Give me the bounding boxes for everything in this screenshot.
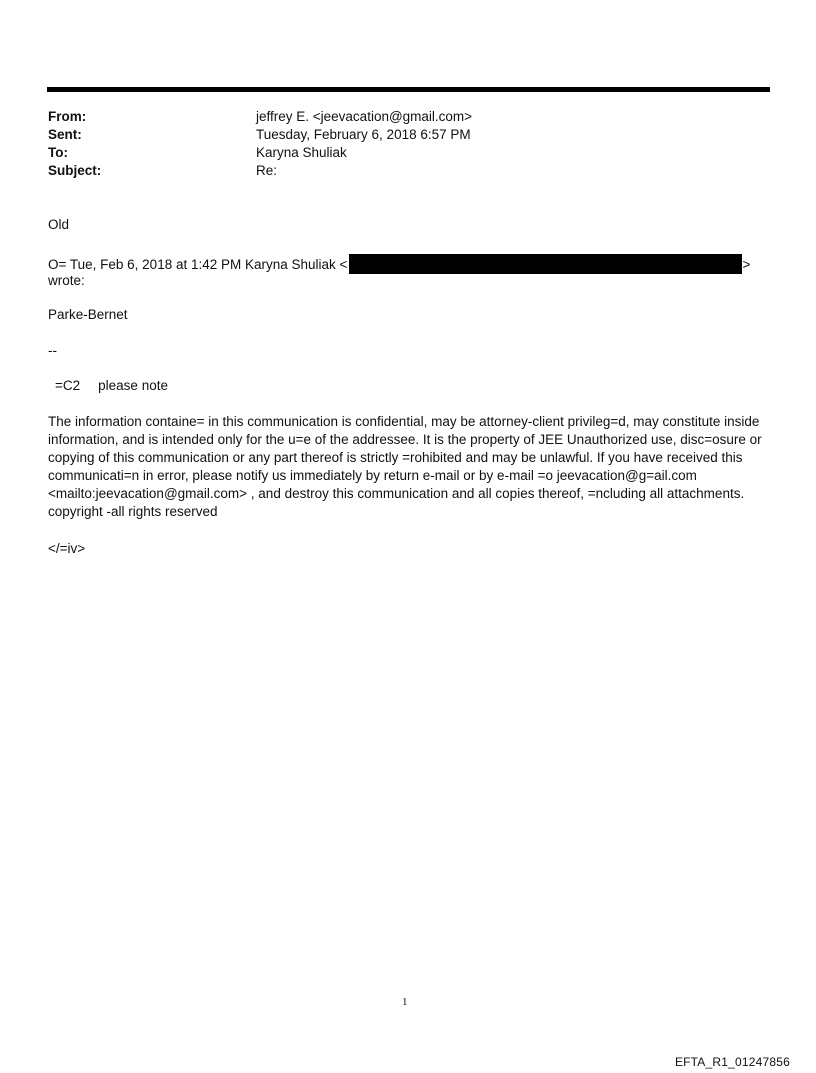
disclaimer-text: The information containe= in this communication is confidential, may be attorney-client privileg=d, may constitute inside information, and is intended only for the u=e of the addressee. It is the property of JEE Unauthorized use, disc=osure or copying of this communication or any part thereof is strictly =rohibited and may be unlawful. If you have received this communicati=n in error, please notify us immediately by return e-mail or by e-mail =o jeevacation@g=ail.com <mailto:jeevacation@gmail.com> , and destroy this communication and all copies thereof, =ncluding all attachments. copyright -all rights reserved [48, 414, 762, 519]
body-line-parke: Parke-Bernet [48, 307, 128, 322]
body-line-old: Old [48, 217, 70, 232]
to-row [48, 144, 472, 162]
redaction-block [349, 254, 742, 274]
note-prefix: =C2 [55, 378, 81, 393]
subject-value: Re: [256, 163, 278, 178]
header-rule [47, 87, 770, 92]
from-value: jeffrey E. <jeevacation@gmail.com> [256, 109, 473, 124]
to-label: To: [48, 145, 68, 160]
to-value: Karyna Shuliak [256, 145, 347, 160]
subject-row [48, 162, 472, 180]
document-id: EFTA_R1_01247856 [674, 1055, 790, 1069]
note-line [55, 377, 168, 395]
sent-row [48, 126, 472, 144]
confidentiality-disclaimer [48, 413, 770, 521]
sent-label: Sent: [48, 127, 82, 142]
quote-intro-line [48, 254, 750, 274]
sent-value: Tuesday, February 6, 2018 6:57 PM [256, 127, 471, 142]
quote-intro-text: O= Tue, Feb 6, 2018 at 1:42 PM Karyna Shuliak < [48, 257, 348, 272]
subject-label: Subject: [48, 163, 102, 178]
quote-suffix: > [742, 257, 751, 272]
closing-tag: </=iv> [48, 541, 86, 556]
from-row [48, 108, 472, 126]
quote-wrote: wrote: [48, 273, 85, 288]
from-label: From: [48, 109, 87, 124]
note-text: please note [98, 378, 168, 393]
signature-separator: -- [48, 343, 57, 358]
page-number: 1 [402, 996, 408, 1008]
email-header [48, 108, 472, 180]
